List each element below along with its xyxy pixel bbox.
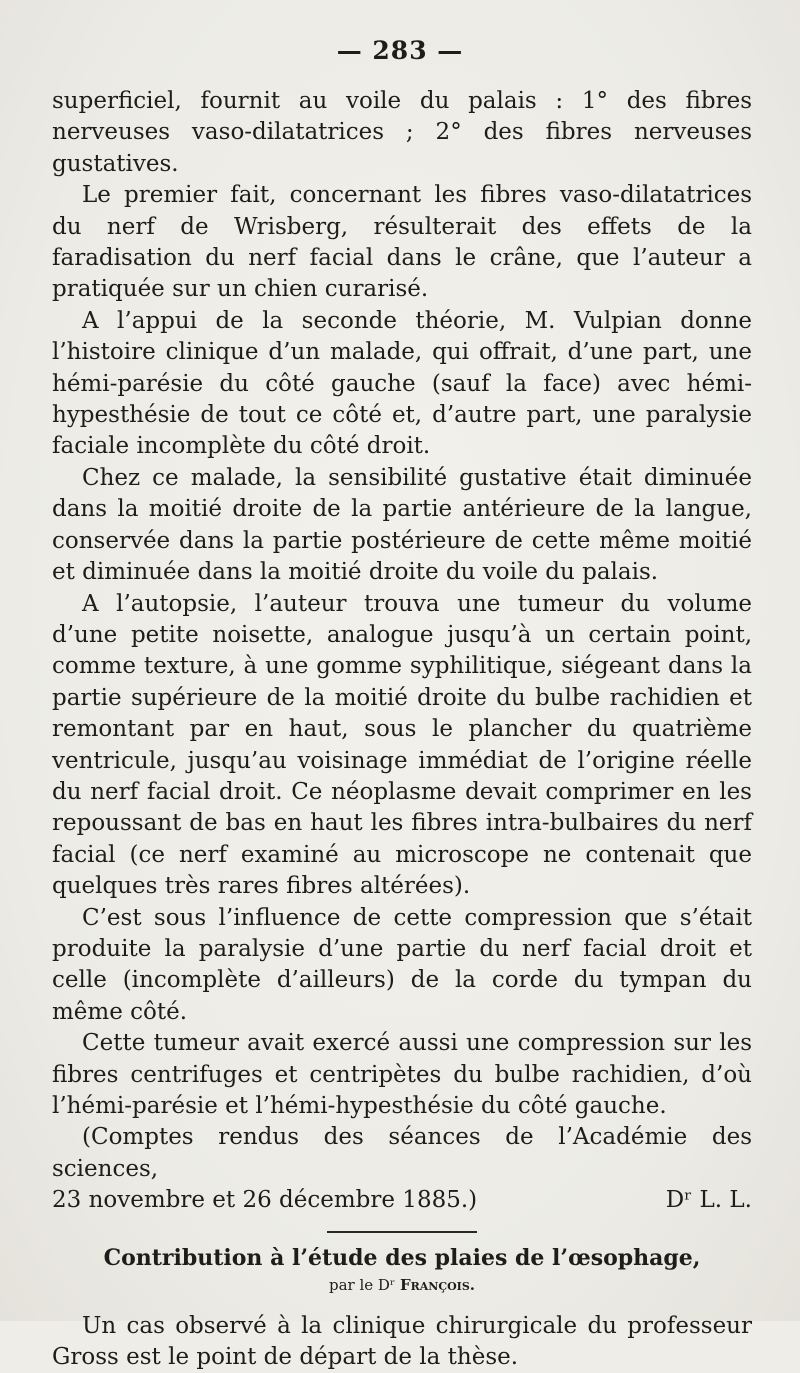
paragraph: A l’autopsie, l’auteur trouva une tumeur du volume d’une petite noisette, analogue jusqu’à un certain point, comme texture, à une gomme syphilitique, siégeant dans la partie supérieure de la moitié droite du bulbe rachidien et remontant par en haut, sous le plancher du quatrième ventricule, jusqu’au voisinage immédiat de l’origine réelle du nerf facial droit. Ce néoplasme devait comprimer en les repoussant de bas en haut les fibres intra-bulbaires du nerf facial (ce nerf examiné au microscope ne contenait que quelques très rares fibres altérées). xyxy=(52,590,752,900)
text-column xyxy=(52,86,752,1373)
paragraph: Chez ce malade, la sensibilité gustative était diminuée dans la moitié droite de la partie antérieure de la langue, conservée dans la partie postérieure de cette même moitié et diminuée dans la moitié droite du voile du palais. xyxy=(52,464,752,586)
citation-signature-line xyxy=(52,1185,752,1216)
article-first-paragraph: Un cas observé à la clinique chirurgicale du professeur Gross est le point de départ de la thèse. xyxy=(52,1312,752,1371)
author-name: François. xyxy=(399,1275,475,1294)
author-prefix: par le Dʳ xyxy=(329,1275,396,1294)
page-number: — 283 — xyxy=(336,36,464,65)
paragraph: Le premier fait, concernant les fibres vaso-dilatatrices du nerf de Wrisberg, résulterait des effets de la faradisation du nerf facial dans le crâne, que l’auteur a pratiquée sur un chien curarisé. xyxy=(52,182,752,303)
paragraph: Cette tumeur avait exercé aussi une compression sur les fibres centrifuges et centripètes du bulbe rachidien, d’où l’hémi-parésie et l’hémi-hypesthésie du côté gauche. xyxy=(52,1030,752,1119)
signature: Dʳ L. L. xyxy=(665,1187,752,1214)
paragraph-continuation: superficiel, fournit au voile du palais : 1° des fibres nerveuses vaso-dilatatrices ; 2° des fibres nerveuses gustatives. xyxy=(52,88,752,177)
paragraph: A l’appui de la seconde théorie, M. Vulpian donne l’histoire clinique d’un malade, qui offrait, d’une part, une hémi-parésie du côté gauche (sauf la face) avec hémi-hypesthésie de tout ce côté et, d’autre part, une paralysie faciale incomplète du côté droit. xyxy=(52,307,752,460)
citation-paragraph: (Comptes rendus des séances de l’Académie des sciences, xyxy=(52,1124,752,1182)
paragraph: C’est sous l’influence de cette compression que s’était produite la paralysie d’une partie du nerf facial droit et celle (incomplète d’ailleurs) de la corde du tympan du même côté. xyxy=(52,904,752,1025)
article-title: Contribution à l’étude des plaies de l’œsophage, xyxy=(103,1244,701,1271)
citation-end: 23 novembre et 26 décembre 1885.) xyxy=(52,1187,478,1214)
section-divider xyxy=(327,1231,477,1233)
article-author xyxy=(52,1275,752,1295)
